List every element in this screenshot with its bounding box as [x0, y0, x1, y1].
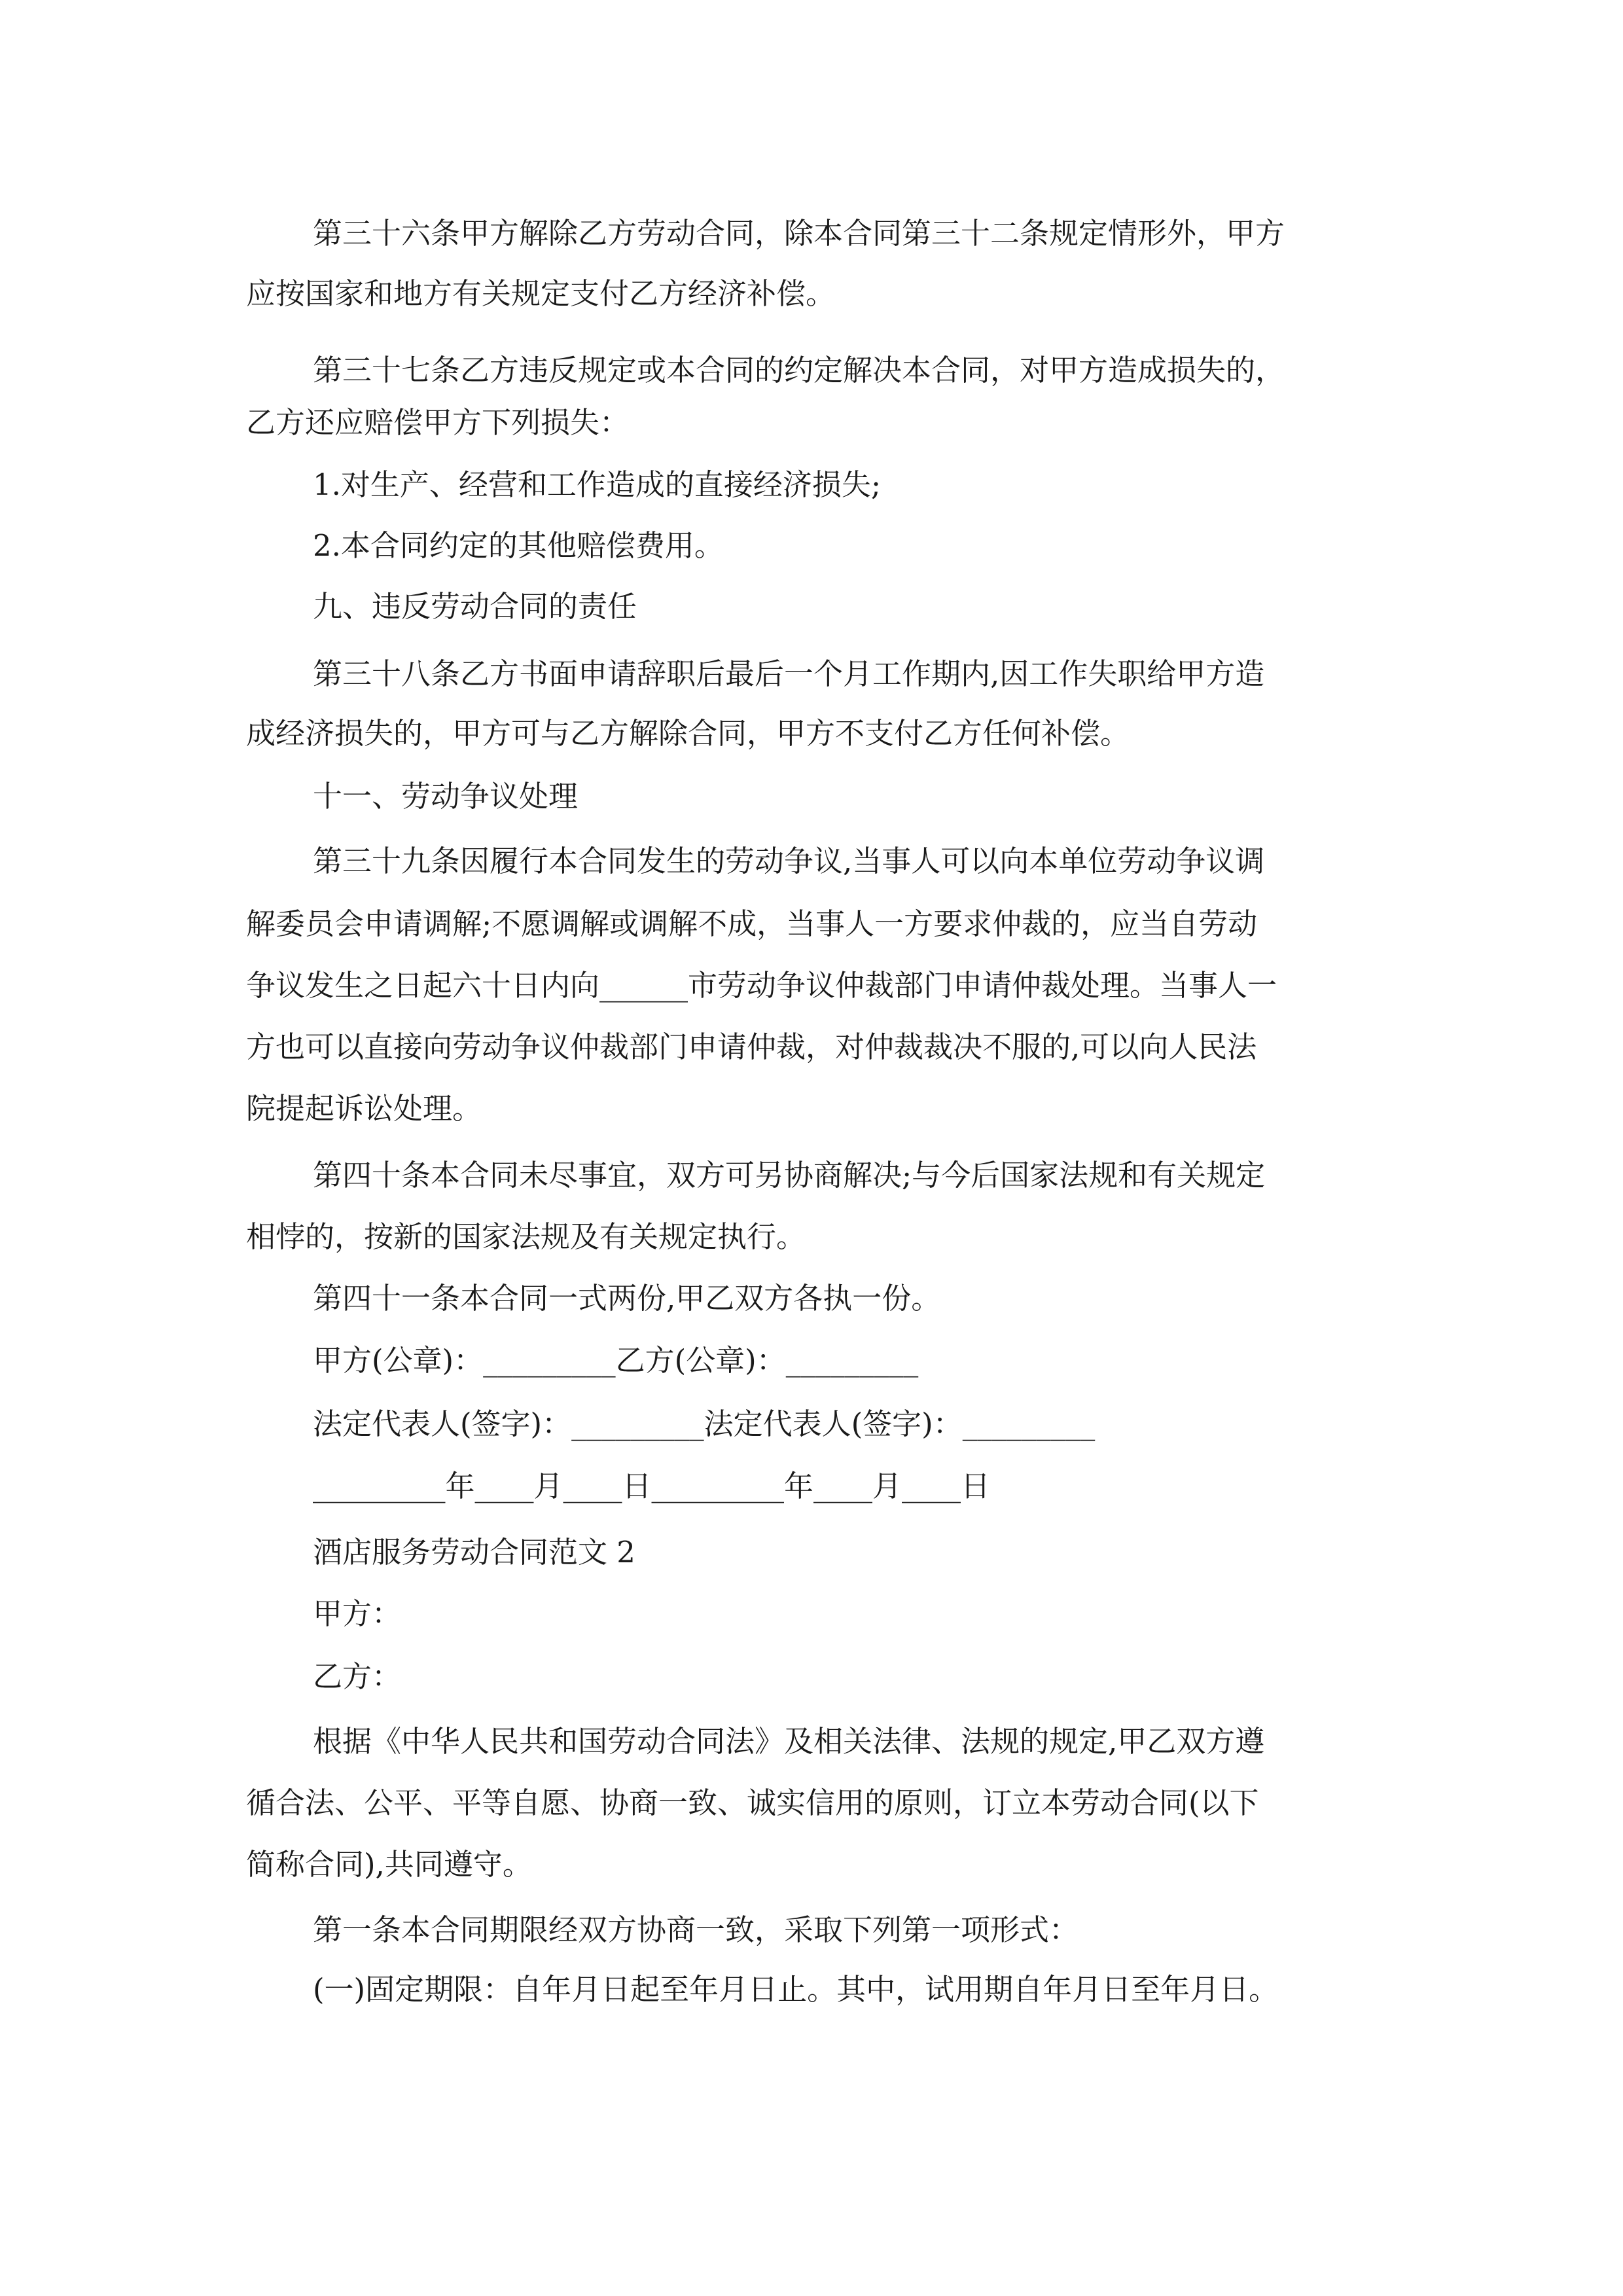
article-1-item-1: (一)固定期限：自年月日起至年月日止。其中，试用期自年月日至年月日。	[313, 1972, 1279, 2007]
clause-41: 第四十一条本合同一式两份,甲乙双方各执一份。	[313, 1281, 941, 1316]
clause-40-line-2: 相悖的，按新的国家法规及有关规定执行。	[246, 1219, 806, 1254]
seal-signature-line: 甲方(公章)：_________乙方(公章)：_________	[313, 1343, 919, 1378]
article-1: 第一条本合同期限经双方协商一致，采取下列第一项形式：	[313, 1912, 1079, 1947]
clause-38-line-2: 成经济损失的，甲方可与乙方解除合同，甲方不支付乙方任何补偿。	[246, 716, 1130, 751]
preamble-line-3: 简称合同),共同遵守。	[246, 1847, 532, 1882]
date-line: _________年____月____日_________年____月____日	[313, 1469, 991, 1503]
clause-36-line-1: 第三十六条甲方解除乙方劳动合同，除本合同第三十二条规定情形外，甲方	[313, 216, 1285, 251]
clause-39-line-5: 院提起诉讼处理。	[246, 1091, 482, 1126]
section-heading-11: 十一、劳动争议处理	[313, 779, 579, 814]
clause-39-line-2: 解委员会申请调解;不愿调解或调解不成，当事人一方要求仲裁的，应当自劳动	[246, 906, 1258, 941]
clause-40-line-1: 第四十条本合同未尽事宜，双方可另协商解决;与今后国家法规和有关规定	[313, 1158, 1266, 1193]
party-b-label: 乙方：	[313, 1659, 402, 1694]
clause-39-line-1: 第三十九条因履行本合同发生的劳动争议,当事人可以向本单位劳动争议调	[313, 844, 1265, 878]
preamble-line-1: 根据《中华人民共和国劳动合同法》及相关法律、法规的规定,甲乙双方遵	[313, 1724, 1265, 1759]
clause-36-line-2: 应按国家和地方有关规定支付乙方经济补偿。	[246, 276, 836, 311]
party-a-label: 甲方：	[313, 1596, 402, 1631]
contract-title-2: 酒店服务劳动合同范文 2	[313, 1535, 635, 1570]
clause-39-line-4: 方也可以直接向劳动争议仲裁部门申请仲裁，对仲裁裁决不服的,可以向人民法	[246, 1030, 1257, 1064]
preamble-line-2: 循合法、公平、平等自愿、协商一致、诚实信用的原则，订立本劳动合同(以下	[246, 1785, 1259, 1820]
list-item-1: 1.对生产、经营和工作造成的直接经济损失;	[313, 467, 882, 502]
clause-39-line-3: 争议发生之日起六十日内向______市劳动争议仲裁部门申请仲裁处理。当事人一	[246, 968, 1277, 1003]
clause-37-line-2: 乙方还应赔偿甲方下列损失：	[246, 405, 630, 440]
clause-37-line-1: 第三十七条乙方违反规定或本合同的约定解决本合同，对甲方造成损失的，	[313, 353, 1285, 387]
section-heading-9: 九、违反劳动合同的责任	[313, 589, 637, 624]
representative-signature-line: 法定代表人(签字)：_________法定代表人(签字)：_________	[313, 1407, 1096, 1441]
list-item-2: 2.本合同约定的其他赔偿费用。	[313, 528, 724, 563]
clause-38-line-1: 第三十八条乙方书面申请辞职后最后一个月工作期内,因工作失职给甲方造	[313, 656, 1265, 691]
